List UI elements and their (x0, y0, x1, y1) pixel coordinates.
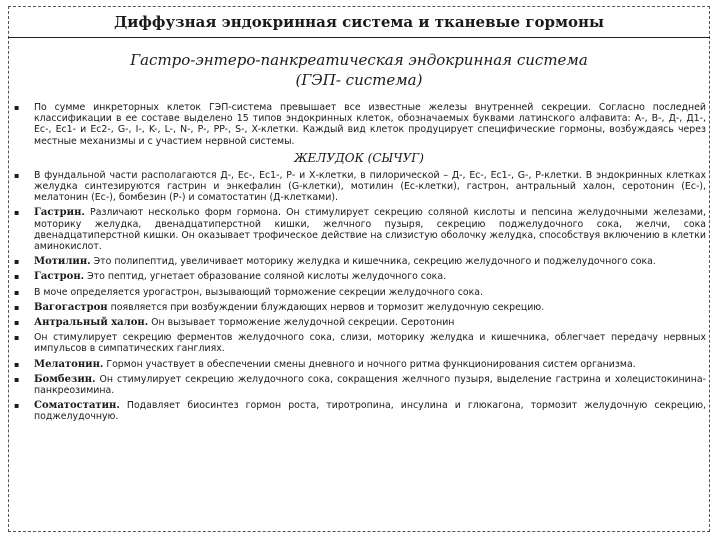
item-text: Он стимулирует секрецию ферментов желудочного сока, слизи, моторику желудка и кишечника, облегчает передачу нервных импульсов в симпатических ганглиях. (34, 332, 706, 355)
bullet-icon: ▪ (14, 333, 20, 343)
list-item (12, 332, 706, 354)
bullet-icon: ▪ (14, 302, 20, 312)
section-heading-row (12, 151, 706, 166)
list-item (12, 302, 706, 313)
item-term: Соматостатин. (34, 400, 120, 412)
list-item (12, 287, 706, 298)
item-text: В моче определяется урогастрон, вызывающий торможение секреции желудочного сока. (34, 286, 484, 298)
item-text: Подавляет биосинтез гормон роста, тиротропина, инсулина и глюкагона, тормозит желудочную секрецию, поджелудочную. (34, 400, 706, 423)
item-text: Различают несколько форм гормона. Он стимулирует секрецию соляной кислоты и пепсина желудочными железами, моторику желудка, двенадцатиперстной кишки, желчного пузыря, секрецию поджелудочного сока, желчи, сока двенадцатиперстной кишки. Он оказывает трофическое действие на слизистую оболочку желудка, способствуя включению в клетки аминокислот. (34, 207, 706, 253)
section-heading: ЖЕЛУДОК (СЫЧУГ) (294, 150, 424, 165)
list-item (12, 374, 706, 396)
item-term: Бомбезин. (34, 373, 96, 385)
item-term: Мелатонин. (34, 358, 104, 370)
list-item (12, 256, 706, 267)
bullet-icon: ▪ (14, 208, 20, 218)
list-item (12, 271, 706, 282)
item-term: Гастрон. (34, 271, 85, 283)
list-item (12, 400, 706, 422)
item-text: Он стимулирует секрецию желудочного сока, сокращения желчного пузыря, выделение гастрина и холецистокинина-панкреозимина. (34, 373, 706, 397)
item-text: Это пептид, угнетает образование соляной кислоты желудочного сока. (84, 271, 447, 283)
bullet-icon: ▪ (14, 318, 20, 328)
subtitle (8, 50, 710, 90)
item-text: В фундальной части располагаются Д-, Ес-, Ес1-, Р- и Х-клетки, в пилорической – Д-, Ес-, Ес1-, G-, Р-клетки. В эндокринных клетках желудка синтезируются гастрин и энкефалин (G-клетки), мотилин (Ес-клетки), гастрон, антральный халон, серотонин (Ес-), мелатонин (Ес-), бомбезин (Р-) и соматостатин (Д-клетками). (34, 169, 706, 204)
bullet-icon: ▪ (14, 170, 20, 180)
bullet-icon: ▪ (14, 374, 20, 384)
bullet-icon: ▪ (14, 359, 20, 369)
item-text: Гормон участвует в обеспечении смены дневного и ночного ритма функционирования систем организма. (103, 358, 636, 370)
item-text: Он вызывает торможение желудочной секреции. Серотонин (148, 317, 455, 329)
list-item (12, 317, 706, 328)
bullet-icon: ▪ (14, 257, 20, 267)
list-item (12, 207, 706, 252)
item-text: Это полипептид, увеличивает моторику желудка и кишечника, секрецию желудочного и поджелудочного сока. (90, 256, 656, 268)
bullet-icon: ▪ (14, 103, 20, 112)
content-list (12, 102, 706, 427)
item-term: Вагогастрон (34, 301, 108, 313)
bullet-icon: ▪ (14, 272, 20, 282)
item-text: появляется при возбуждении блуждающих нервов и тормозит желудочную секрецию. (107, 301, 545, 313)
item-term: Антральный халон. (34, 317, 149, 329)
list-item (12, 170, 706, 204)
subtitle-line-2: (ГЭП- система) (295, 71, 423, 89)
list-item (12, 359, 706, 370)
list-item-intro (12, 102, 706, 147)
item-term: Гастрин. (34, 207, 85, 219)
page-title: Диффузная эндокринная система и тканевые гормоны (8, 6, 710, 38)
subtitle-line-1: Гастро-энтеро-панкреатическая эндокринная система (130, 51, 588, 69)
item-term: Мотилин. (34, 256, 91, 268)
bullet-icon: ▪ (14, 287, 20, 297)
intro-text: По сумме инкреторных клеток ГЭП-система превышает все известные железы внутренней секреции. Согласно последней классификации в ее составе выделено 15 типов эндокринных клеток, обозначаемых буквами латинского алфавита: А-, В-, Д-, Д1-, Ес-, Ес1- и Ес2-, G-, I-, K-, L-, N-, P-, PP-, S-, X-клетки. Каждый вид клеток продуцирует специфические гормоны, возбуждаясь через местные механизмы и с участием нервной системы. (34, 102, 706, 147)
bullet-icon: ▪ (14, 401, 20, 411)
